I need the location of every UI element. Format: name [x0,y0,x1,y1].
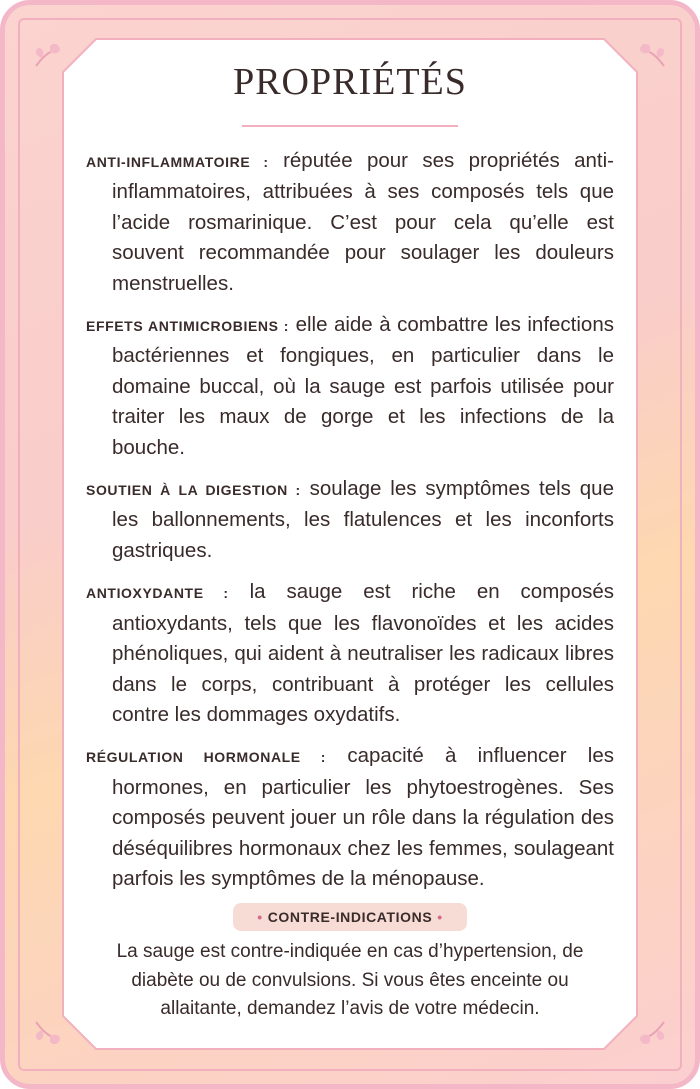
contre-indications-label: CONTRE-INDICATIONS [267,909,433,925]
tulip-ornament-icon [632,36,672,76]
list-item [86,577,614,730]
tulip-ornament-icon [28,1012,68,1052]
bullet-dot-icon: • [437,909,443,925]
entry-text: capacité à influencer les hormones, en particulier les phytoestrogènes. Ses composés peuvent jouer un rôle dans la régulation des déséquilibres hormonaux chez les femmes, soulageant parfois les symptômes de la ménopause. [112,744,615,890]
tulip-ornament-icon [632,1012,672,1052]
bullet-dot-icon: • [257,909,263,925]
contre-indications-text: La sauge est contre-indiquée en cas d’hypertension, de diabète ou de convulsions. Si vous êtes enceinte ou allaitante, demandez l’avis de votre médecin. [116,941,584,1019]
entry-text: la sauge est riche en composés antioxydants, tels que les flavonoïdes et les acides phénoliques, qui aident à neutraliser les radicaux libres dans le corps, contribuant à protéger les cellules contre les dommages oxydatifs. [112,580,614,726]
entry-text: elle aide à combattre les infections bactériennes et fongiques, en particulier dans le domaine buccal, où la sauge est parfois utilisée pour traiter les maux de gorge et les infections de la bouche. [112,313,614,459]
contre-indications-badge [233,903,467,931]
entry-term: SOUTIEN À LA DIGESTION : [86,482,301,499]
entry-term: ANTIOXYDANTE : [86,585,229,602]
list-item [86,741,614,894]
entry-text: réputée pour ses propriétés anti-inflammatoires, attribuées à ses composés tels que l’acide rosmarinique. C’est pour cela qu’elle est souvent recommandée pour soulager les douleurs menstruelles. [112,149,615,295]
entry-term: ANTI-INFLAMMATOIRE : [86,154,269,170]
list-item [86,310,614,463]
entry-term: EFFETS ANTIMICROBIENS : [86,318,290,335]
list-item [86,474,614,566]
list-item [86,146,614,299]
entry-term: RÉGULATION HORMONALE : [86,749,327,766]
page-title: PROPRIÉTÉS [233,61,467,103]
properties-list [86,146,614,905]
entry-text: soulage les symptômes tels que les ballonnements, les flatulences et les inconforts gastriques. [112,477,614,562]
title-divider [242,125,458,127]
